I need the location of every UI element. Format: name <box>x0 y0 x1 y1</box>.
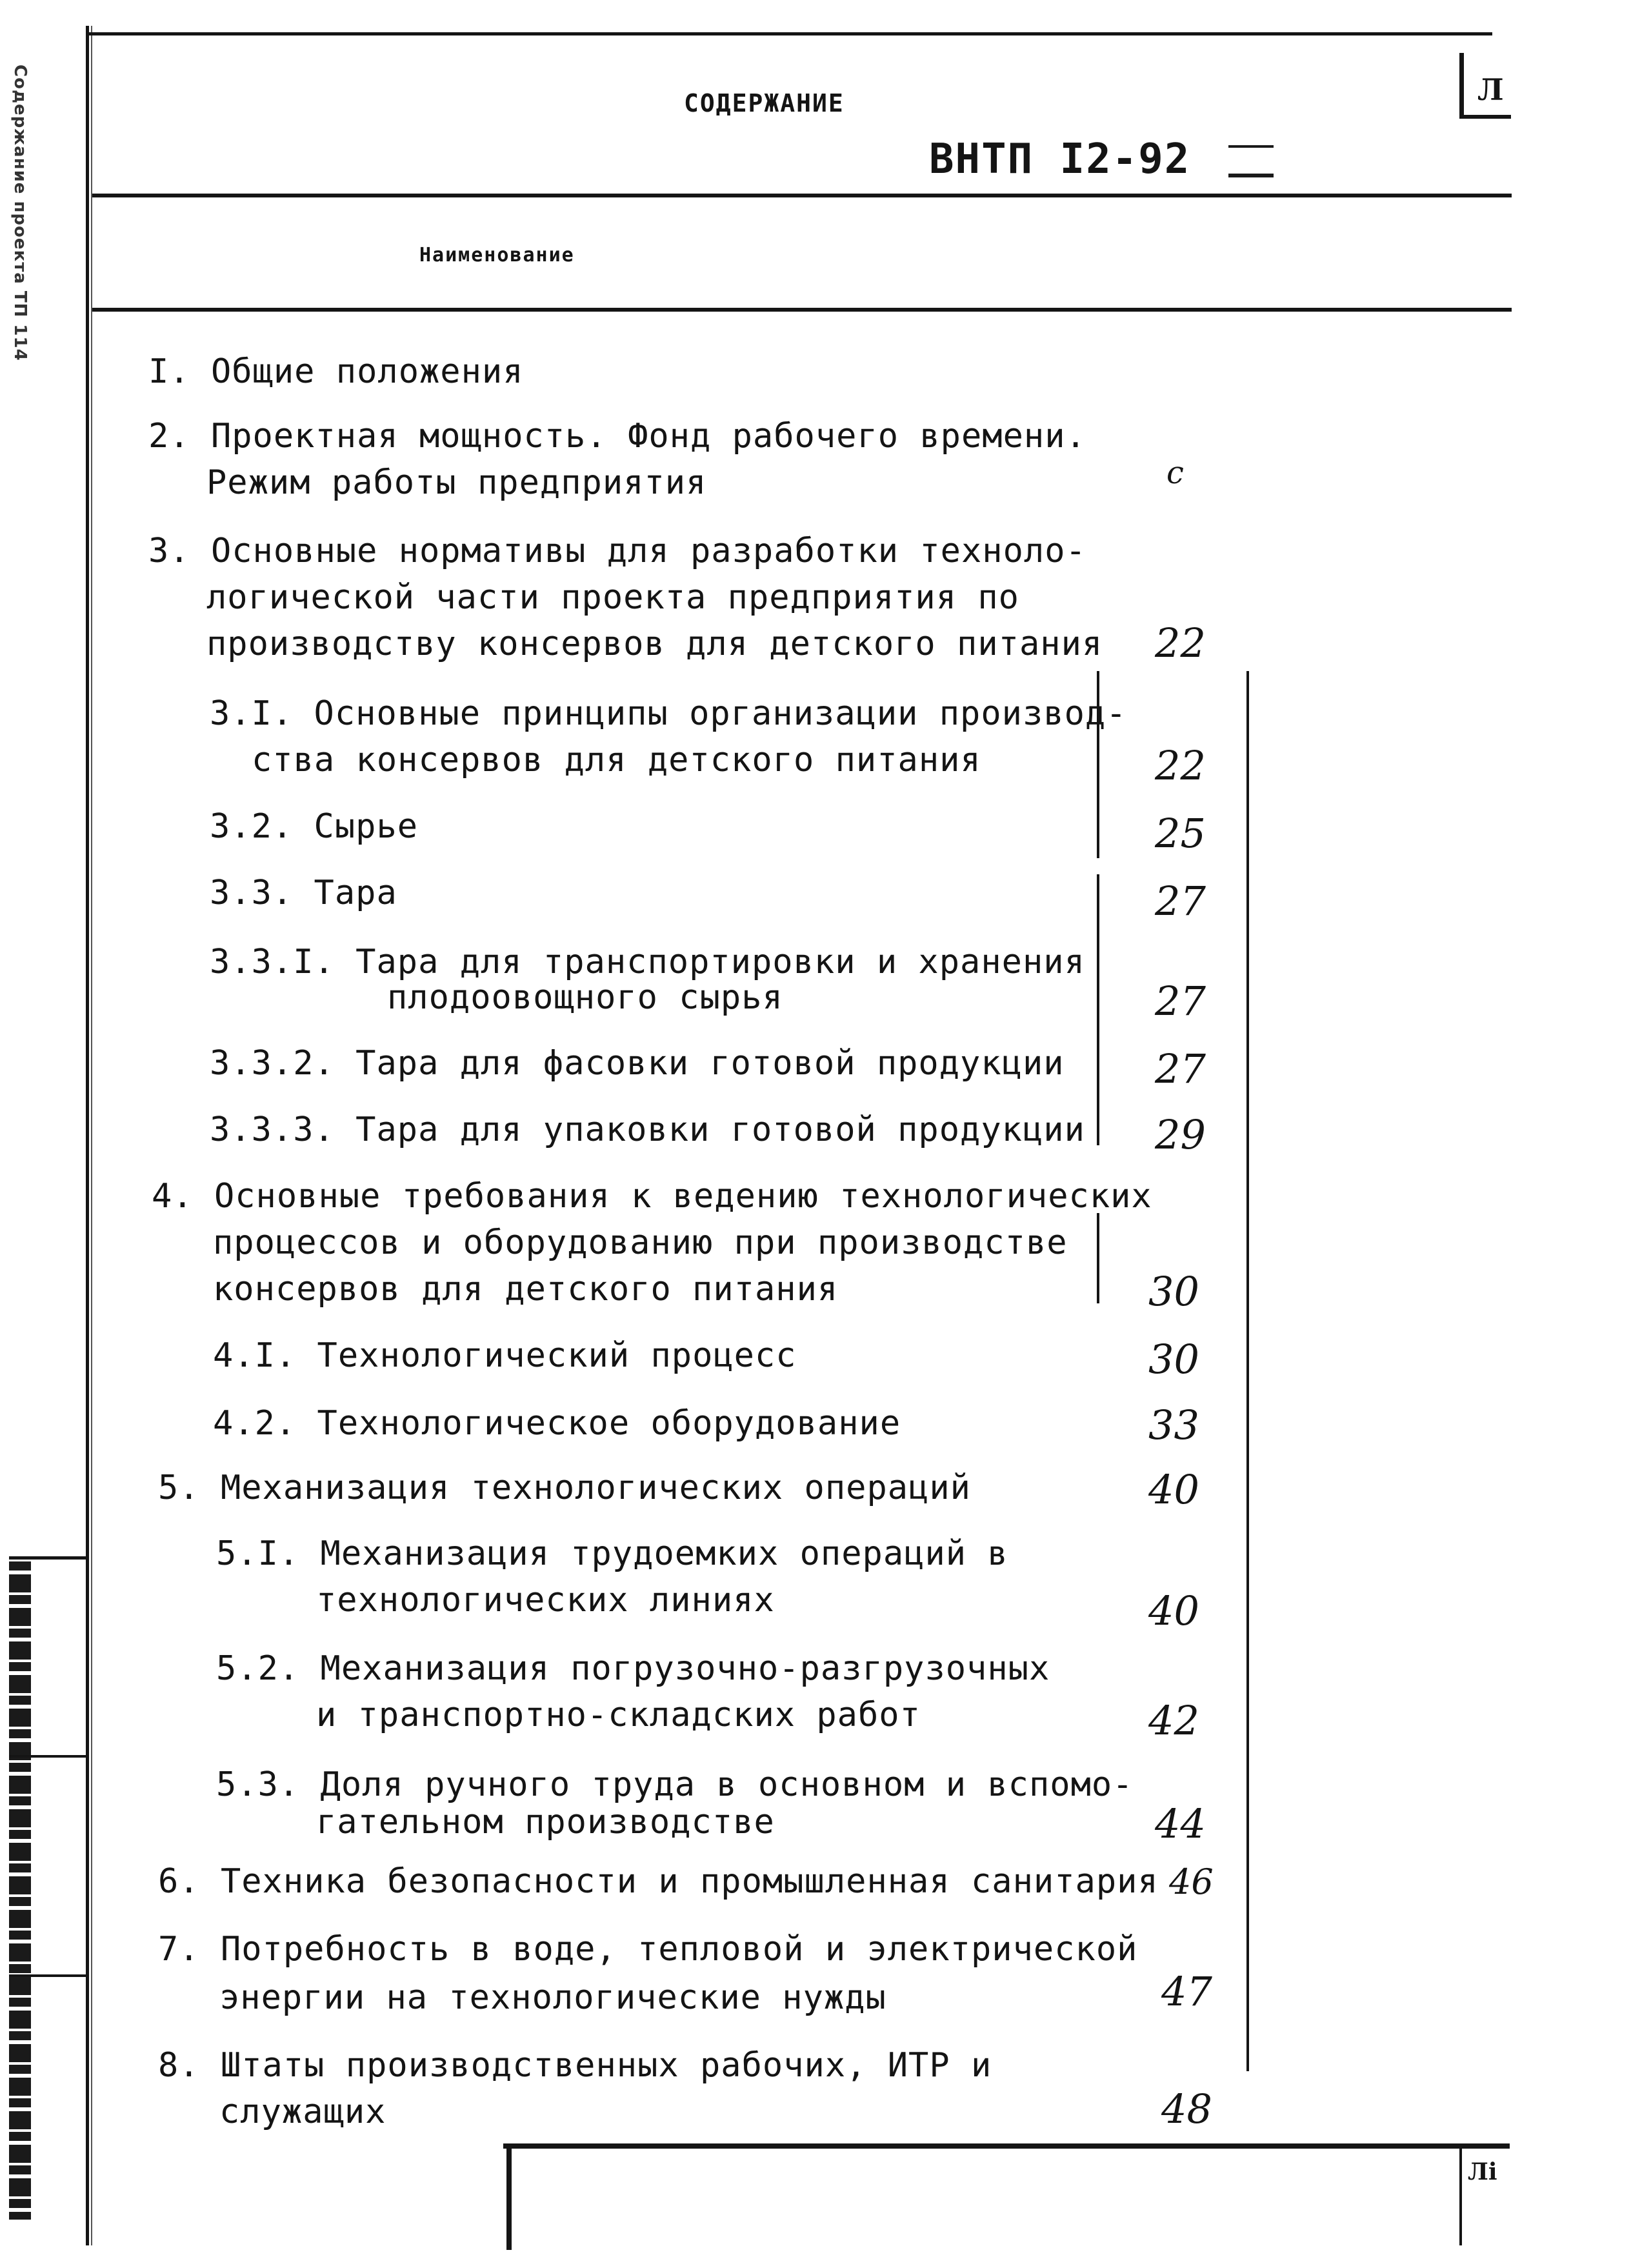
outer-right-rule <box>1246 671 1249 2071</box>
toc-entry[interactable] <box>210 870 397 916</box>
toc-page-number: 30 <box>1148 1268 1199 1315</box>
toc-entry-number: 4.2. <box>213 1404 297 1443</box>
binding-tick-3 <box>9 1974 86 1977</box>
left-margin-rule-inner <box>91 26 92 2245</box>
toc-entry-continuation: логической части проекта предприятия по <box>206 578 1019 617</box>
toc-entry-number: I. <box>148 352 190 391</box>
toc-entry-continuation: энергии на технологические нужды <box>219 1978 886 2017</box>
toc-entry-number: 3.2. <box>210 807 294 846</box>
toc-entry-continuation: и транспортно-складских работ <box>316 1696 921 1734</box>
toc-entry-number: 6. <box>158 1862 200 1901</box>
toc-entry-number: 5. <box>158 1469 200 1507</box>
toc-entry-title: Основные принципы организации производ- <box>314 694 1127 733</box>
toc-entry[interactable] <box>148 413 1086 459</box>
toc-entry-continuation: служащих <box>219 2092 386 2131</box>
footer-mark: Лі <box>1468 2158 1497 2185</box>
page-title: СОДЕРЖАНИЕ <box>684 89 845 117</box>
top-frame-line <box>86 32 1492 35</box>
toc-entry-number: 7. <box>158 1930 200 1969</box>
toc-page-number: 29 <box>1155 1111 1206 1158</box>
toc-entry-number: 3.3.I. <box>210 943 335 981</box>
doc-code-text: ВНТП I2-92 <box>929 135 1191 183</box>
toc-entry[interactable] <box>216 1645 1050 1692</box>
toc-entry[interactable] <box>216 1530 1008 1577</box>
toc-page-number: 40 <box>1148 1587 1199 1634</box>
toc-entry[interactable] <box>158 1858 1159 1905</box>
toc-page-number: 44 <box>1155 1800 1206 1847</box>
toc-entry-title: Доля ручного труда в основном и вспомо- <box>320 1765 1134 1804</box>
toc-page-number: 40 <box>1148 1466 1199 1513</box>
toc-entry-continuation: Режим работы предприятия <box>206 463 707 502</box>
toc-entry-title: Сырье <box>314 807 419 846</box>
toc-page-number: 47 <box>1161 1968 1212 2015</box>
toc-entry-number: 3.I. <box>210 694 294 733</box>
toc-entry-title: Технологическое оборудование <box>317 1404 901 1443</box>
toc-entry-continuation: процессов и оборудованию при производстве <box>213 1223 1068 1262</box>
toc-entry[interactable] <box>213 1332 797 1379</box>
toc-entry[interactable] <box>148 528 1086 574</box>
toc-entry-title: Основные нормативы для разработки техноло- <box>210 532 1086 570</box>
toc-entry-title: Механизация погрузочно-разгрузочных <box>320 1649 1050 1688</box>
toc-entry-number: 4.I. <box>213 1336 297 1375</box>
toc-entry-title: Тара <box>314 874 397 912</box>
corner-mark: Л <box>1477 72 1504 107</box>
toc-page-number: 48 <box>1161 2085 1212 2133</box>
toc-page-number: 30 <box>1148 1336 1199 1383</box>
bottom-frame-left <box>506 2143 512 2250</box>
toc-entry-number: 3.3. <box>210 874 294 912</box>
toc-entry[interactable] <box>158 1465 971 1511</box>
toc-page-number: 27 <box>1155 978 1206 1025</box>
toc-entry-title: Техника безопасности и промышленная санитария <box>220 1862 1159 1901</box>
toc-page-number: 25 <box>1155 810 1206 857</box>
column-heading-rule <box>92 308 1512 312</box>
toc-entry[interactable] <box>210 803 418 850</box>
toc-entry[interactable] <box>158 2042 992 2089</box>
toc-page-number: 33 <box>1148 1401 1199 1449</box>
toc-entry-number: 4. <box>152 1177 194 1216</box>
toc-entry-continuation: ства консервов для детского питания <box>252 741 981 779</box>
toc-entry-title: Технологический процесс <box>317 1336 797 1375</box>
bottom-frame-line <box>503 2143 1510 2149</box>
toc-page-number: 46 <box>1169 1862 1214 1902</box>
toc-entry[interactable] <box>210 1107 1085 1153</box>
toc-entry-number: 3.3.3. <box>210 1110 335 1149</box>
toc-entry-title: Механизация трудоемких операций в <box>320 1534 1008 1573</box>
toc-entry-number: 8. <box>158 2046 200 2085</box>
toc-page-number: с <box>1166 455 1184 491</box>
toc-entry-continuation: производству консервов для детского питания <box>206 625 1103 663</box>
side-stamp: Содержание проекта ТП 114 <box>10 65 30 361</box>
toc-entry-title: Тара для фасовки готовой продукции <box>355 1044 1065 1083</box>
toc-entry-continuation: плодоовощного сырья <box>387 978 783 1017</box>
left-margin-rule <box>86 26 89 2245</box>
toc-entry-title: Потребность в воде, тепловой и электрической <box>220 1930 1138 1969</box>
column-heading: Наименование <box>419 244 575 266</box>
toc-entry[interactable] <box>158 1926 1137 1972</box>
toc-entry[interactable] <box>210 690 1127 737</box>
bottom-frame-right <box>1459 2149 1462 2245</box>
corner-box-line <box>1459 53 1464 117</box>
toc-entry[interactable] <box>213 1400 901 1447</box>
toc-entry-number: 5.3. <box>216 1765 300 1804</box>
toc-entry-title: Штаты производственных рабочих, ИТР и <box>220 2046 992 2085</box>
corner-box-base <box>1459 115 1511 119</box>
binding-marks <box>9 1561 35 2220</box>
toc-entry-number: 5.2. <box>216 1649 300 1688</box>
page-column-rule-2 <box>1097 874 1099 1145</box>
toc-entry-title: Основные требования к ведению технологических <box>214 1177 1152 1216</box>
toc-entry-title: Механизация технологических операций <box>220 1469 971 1507</box>
toc-entry-number: 5.I. <box>216 1534 300 1573</box>
toc-entry-title: Проектная мощность. Фонд рабочего времени. <box>210 417 1086 456</box>
toc-entry[interactable] <box>152 1173 1152 1219</box>
toc-entry-continuation: технологических линиях <box>316 1581 775 1620</box>
toc-page-number: 27 <box>1155 878 1206 925</box>
toc-entry-number: 2. <box>148 417 190 456</box>
toc-entry-number: 3. <box>148 532 190 570</box>
page-column-rule-3 <box>1097 1213 1099 1303</box>
toc-page-number: 22 <box>1155 742 1206 789</box>
toc-entry-title: Тара для транспортировки и хранения <box>355 943 1085 981</box>
toc-entry-title: Тара для упаковки готовой продукции <box>355 1110 1085 1149</box>
toc-entry-continuation: гательном производстве <box>316 1803 775 1841</box>
toc-entry-title: Общие положения <box>210 352 524 391</box>
binding-tick-2 <box>9 1755 86 1758</box>
toc-page-number: 42 <box>1148 1697 1199 1744</box>
toc-page-number: 22 <box>1155 619 1206 667</box>
toc-entry[interactable] <box>148 348 524 395</box>
toc-page-number: 27 <box>1155 1045 1206 1092</box>
header-rule <box>92 194 1512 197</box>
toc-entry[interactable] <box>210 1040 1065 1087</box>
toc-entry-continuation: консервов для детского питания <box>213 1270 839 1309</box>
binding-tick-1 <box>9 1556 86 1560</box>
doc-code <box>929 135 1274 183</box>
doc-code-smudge <box>1228 145 1274 177</box>
toc-entry-number: 3.3.2. <box>210 1044 335 1083</box>
